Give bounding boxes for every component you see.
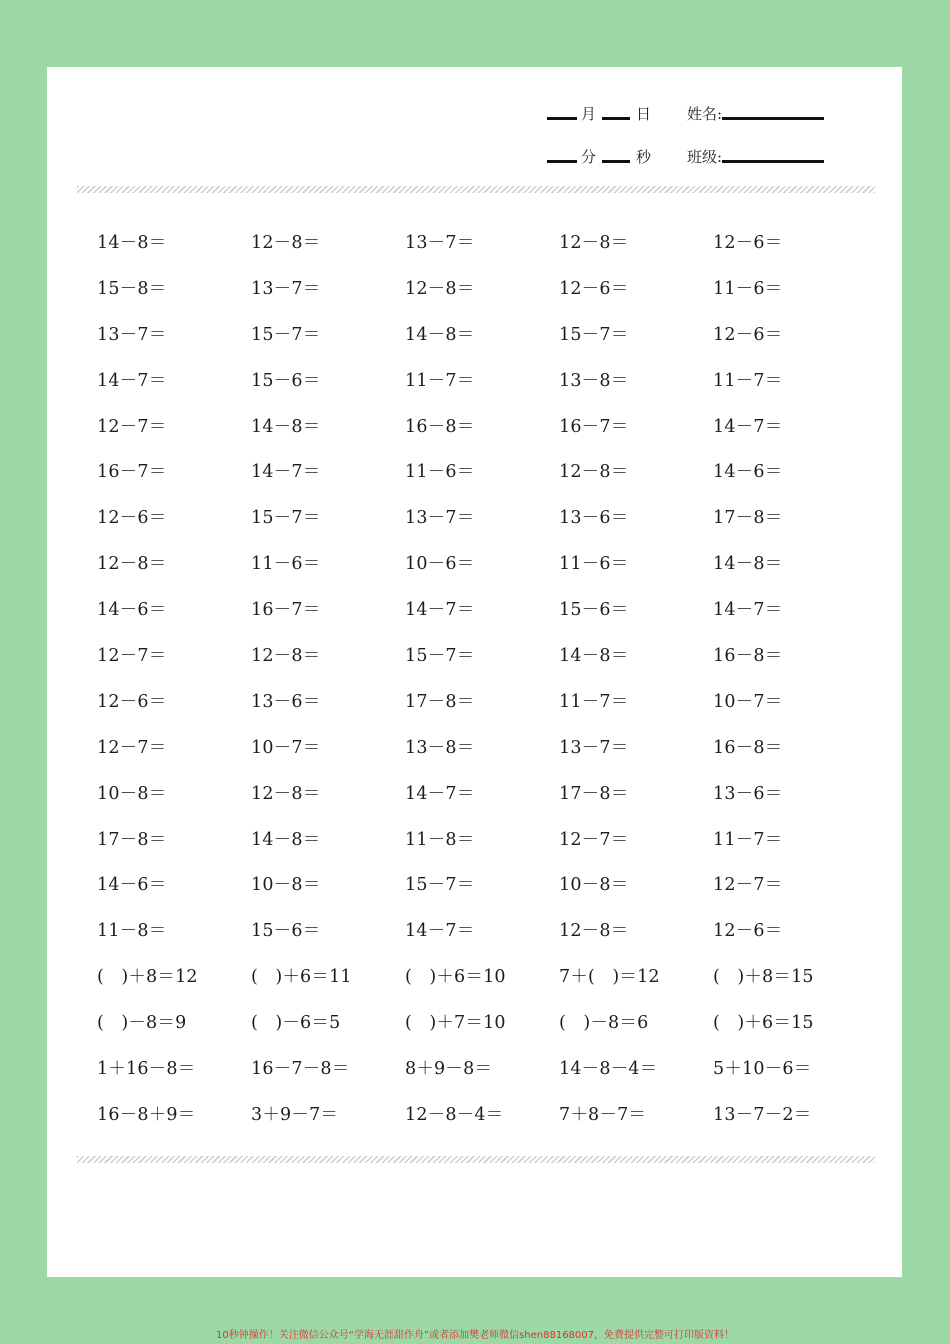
problem-cell: 11－6＝	[251, 554, 321, 575]
problem-cell: ( )－8＝9	[97, 1013, 187, 1034]
problem-cell: 13－7＝	[251, 278, 321, 299]
problem-cell: 14－8＝	[713, 554, 783, 575]
problem-cell: ( )＋8＝12	[97, 967, 198, 988]
problem-cell: 10－7＝	[251, 737, 321, 758]
problem-cell: 14－8＝	[97, 233, 167, 253]
problem-cell: 15－8＝	[97, 278, 167, 299]
problem-cell: 5＋10－6＝	[713, 1059, 812, 1080]
problem-cell: 11－6＝	[559, 554, 629, 575]
problem-cell: 12－6＝	[713, 324, 783, 345]
problem-cell: 11－7＝	[405, 370, 475, 391]
problem-cell: 16－7－8＝	[251, 1059, 350, 1080]
bottom-divider	[77, 1156, 875, 1163]
problem-cell: 17－8＝	[713, 508, 783, 529]
problem-cell: ( )＋8＝15	[713, 967, 814, 988]
problem-cell: 14－8＝	[251, 829, 321, 850]
problem-cell: 13－7＝	[559, 737, 629, 758]
class-field	[687, 146, 824, 167]
month-label: 月	[581, 105, 597, 123]
problem-grid	[97, 221, 867, 1139]
problem-cell: 12－8＝	[251, 646, 321, 667]
minute-blank[interactable]	[547, 160, 577, 163]
problem-cell: 15－6＝	[251, 370, 321, 391]
minute-label: 分	[581, 148, 597, 166]
class-label: 班级:	[687, 148, 723, 166]
problem-cell: 12－7＝	[97, 737, 167, 758]
month-blank[interactable]	[547, 117, 577, 120]
second-label: 秒	[636, 148, 652, 166]
problem-cell: 15－6＝	[251, 921, 321, 942]
problem-cell: ( )＋6＝11	[251, 967, 352, 988]
problem-cell: 13－6＝	[559, 508, 629, 529]
problem-cell: 13－6＝	[251, 691, 321, 712]
problem-cell: 11－7＝	[713, 370, 783, 391]
problem-cell: 17－8＝	[405, 691, 475, 712]
problem-cell: 12－8＝	[251, 783, 321, 804]
problem-cell: 11－8＝	[405, 829, 475, 850]
problem-cell: 12－8＝	[559, 233, 629, 253]
problem-cell: ( )－6＝5	[251, 1013, 341, 1034]
problem-cell: 8＋9－8＝	[405, 1059, 493, 1080]
worksheet-page	[47, 67, 902, 1277]
problem-cell: 10－6＝	[405, 554, 475, 575]
problem-cell: 12－7＝	[559, 829, 629, 850]
name-field	[687, 103, 824, 124]
problem-cell: 11－6＝	[405, 462, 475, 483]
class-blank[interactable]	[722, 160, 824, 163]
name-label: 姓名:	[687, 105, 723, 123]
problem-cell: 12－6＝	[713, 233, 783, 253]
problem-cell: 13－8＝	[405, 737, 475, 758]
problem-cell: 15－7＝	[405, 646, 475, 667]
date-field	[547, 103, 651, 124]
problem-cell: 12－6＝	[97, 691, 167, 712]
problem-cell: 10－8＝	[251, 875, 321, 896]
problem-cell: 7＋8－7＝	[559, 1104, 647, 1125]
problem-cell: 16－7＝	[251, 600, 321, 621]
problem-cell: 10－7＝	[713, 691, 783, 712]
problem-cell: 14－6＝	[97, 600, 167, 621]
problem-cell: 11－7＝	[713, 829, 783, 850]
problem-cell: 10－8＝	[559, 875, 629, 896]
name-blank[interactable]	[722, 117, 824, 120]
problem-cell: 12－7＝	[97, 416, 167, 437]
problem-cell: 16－7＝	[97, 462, 167, 483]
problem-cell: ( )＋6＝15	[713, 1013, 814, 1034]
problem-cell: 13－7＝	[97, 324, 167, 345]
problem-cell: 13－7＝	[405, 508, 475, 529]
problem-cell: 3＋9－7＝	[251, 1104, 339, 1125]
problem-cell: 14－7＝	[97, 370, 167, 391]
problem-cell: ( )－8＝6	[559, 1013, 649, 1034]
problem-cell: 12－8＝	[251, 233, 321, 253]
problem-cell: 12－7＝	[713, 875, 783, 896]
problem-cell: 17－8＝	[559, 783, 629, 804]
problem-cell: 14－7＝	[405, 783, 475, 804]
problem-cell: 13－7＝	[405, 233, 475, 253]
problem-cell: 14－8＝	[559, 646, 629, 667]
problem-cell: 16－8＝	[405, 416, 475, 437]
problem-cell: 16－8＋9＝	[97, 1104, 196, 1125]
problem-cell: 16－8＝	[713, 646, 783, 667]
problem-cell: 12－6＝	[713, 921, 783, 942]
promo-footer: 10秒钟操作！关注微信公众号“学海无涯甜作舟”或者添加樊老师微信shen88168007，免费提供完整可打印版资料！	[215, 1330, 735, 1341]
problem-cell: 10－8＝	[97, 783, 167, 804]
problem-cell: 14－7＝	[251, 462, 321, 483]
problem-cell: 1＋16－8＝	[97, 1059, 196, 1080]
problem-cell: 13－6＝	[713, 783, 783, 804]
problem-cell: 15－7＝	[559, 324, 629, 345]
problem-cell: 14－6＝	[97, 875, 167, 896]
problem-cell: 11－8＝	[97, 921, 167, 942]
problem-cell: 14－7＝	[405, 921, 475, 942]
time-field	[547, 146, 651, 167]
problem-cell: 13－8＝	[559, 370, 629, 391]
problem-cell: 14－7＝	[713, 600, 783, 621]
day-label: 日	[636, 105, 652, 123]
problem-cell: 12－8＝	[97, 554, 167, 575]
problem-cell: 14－6＝	[713, 462, 783, 483]
problem-cell: 12－8－4＝	[405, 1104, 504, 1125]
problem-cell: 14－8－4＝	[559, 1059, 658, 1080]
problem-cell: 16－8＝	[713, 737, 783, 758]
problem-cell: 12－8＝	[559, 921, 629, 942]
problem-cell: 17－8＝	[97, 829, 167, 850]
problem-cell: 15－7＝	[251, 324, 321, 345]
problem-cell: 13－7－2＝	[713, 1104, 812, 1125]
problem-cell: 15－7＝	[251, 508, 321, 529]
problem-cell: 15－7＝	[405, 875, 475, 896]
problem-cell: 14－8＝	[405, 324, 475, 345]
problem-cell: 14－7＝	[713, 416, 783, 437]
problem-cell: 12－7＝	[97, 646, 167, 667]
problem-cell: 14－7＝	[405, 600, 475, 621]
problem-cell: 11－7＝	[559, 691, 629, 712]
problem-cell: 15－6＝	[559, 600, 629, 621]
problem-cell: 12－6＝	[97, 508, 167, 529]
second-blank[interactable]	[602, 160, 630, 163]
problem-cell: 12－8＝	[559, 462, 629, 483]
problem-cell: 12－8＝	[405, 278, 475, 299]
problem-cell: 12－6＝	[559, 278, 629, 299]
problem-cell: ( )＋6＝10	[405, 967, 506, 988]
day-blank[interactable]	[602, 117, 630, 120]
problem-cell: 7＋( )＝12	[559, 967, 660, 988]
problem-cell: 14－8＝	[251, 416, 321, 437]
problem-cell: 16－7＝	[559, 416, 629, 437]
problem-cell: ( )＋7＝10	[405, 1013, 506, 1034]
top-divider	[77, 186, 875, 193]
problem-cell: 11－6＝	[713, 278, 783, 299]
